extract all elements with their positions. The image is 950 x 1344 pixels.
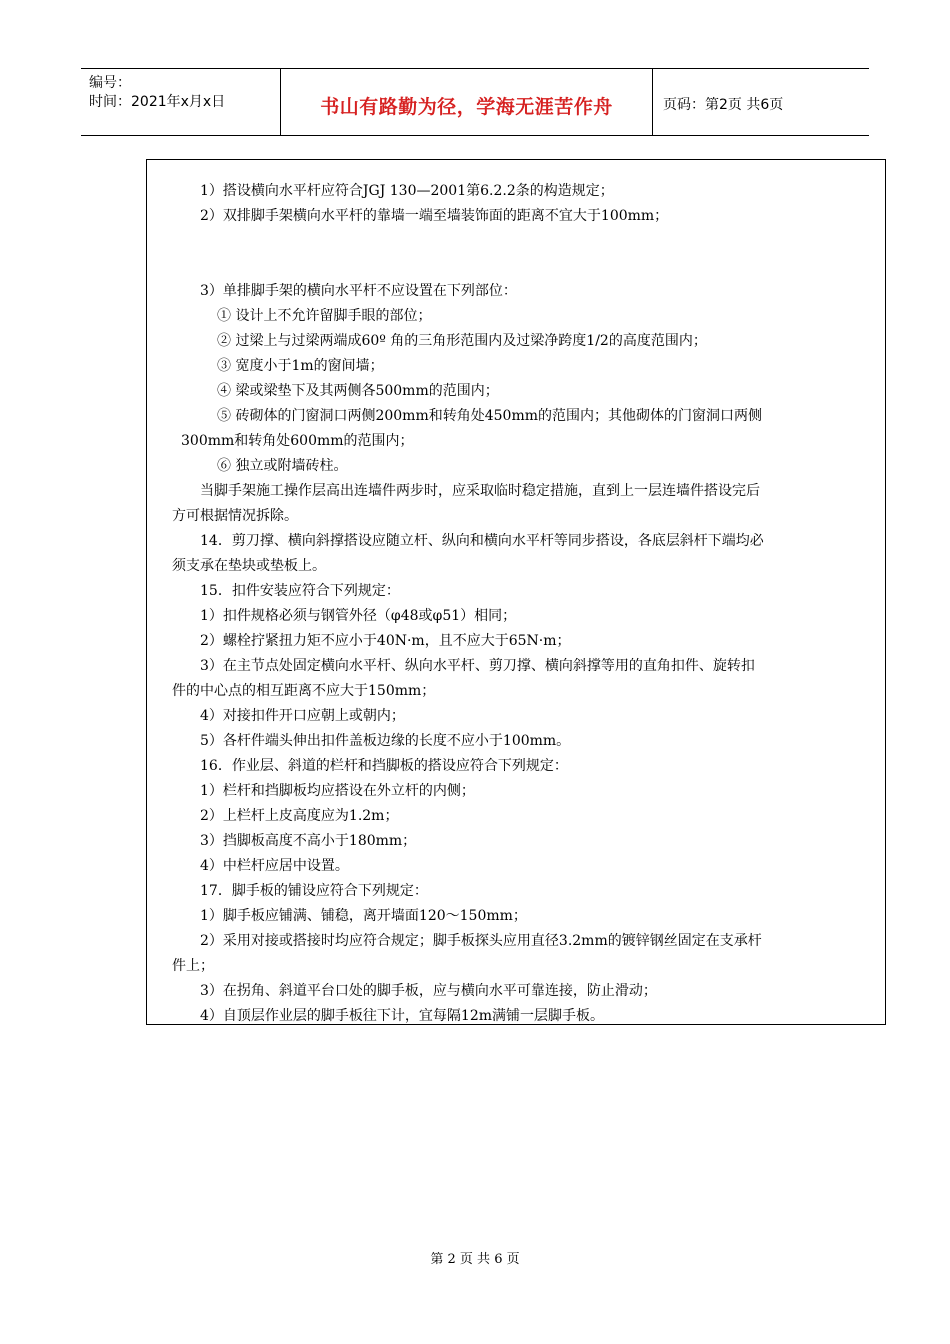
content-line: ① 设计上不允许留脚手眼的部位；	[217, 308, 432, 324]
content-line: 3）在拐角、斜道平台口处的脚手板，应与横向水平可靠连接，防止滑动；	[200, 983, 657, 999]
header-info-cell	[81, 69, 281, 135]
content-line: 3）在主节点处固定横向水平杆、纵向水平杆、剪刀撑、横向斜撑等用的直角扣件、旋转扣	[200, 658, 755, 674]
content-line: 1）脚手板应铺满、铺稳，离开墙面120～150mm；	[200, 908, 527, 924]
content-line: 17．脚手板的铺设应符合下列规定：	[200, 883, 428, 899]
content-line: ⑥ 独立或附墙砖柱。	[217, 458, 348, 474]
content-line: 须支承在垫块或垫板上。	[172, 558, 326, 574]
content-box	[146, 159, 886, 1025]
content-line: 2）双排脚手架横向水平杆的靠墙一端至墙装饰面的距离不宜大于100mm；	[200, 208, 669, 224]
content-line: 1）搭设横向水平杆应符合JGJ 130—2001第6.2.2条的构造规定；	[200, 183, 614, 199]
content-line: 方可根据情况拆除。	[172, 508, 298, 524]
content-line: 300mm和转角处600mm的范围内；	[181, 433, 414, 449]
content-line: ② 过梁上与过梁两端成60º 角的三角形范围内及过梁净跨度1/2的高度范围内；	[217, 333, 707, 349]
header-page-cell	[653, 69, 869, 135]
content-line: 件的中心点的相互距离不应大于150mm；	[172, 683, 436, 699]
content-line: ⑤ 砖砌体的门窗洞口两侧200mm和转角处450mm的范围内；其他砌体的门窗洞口两侧	[217, 408, 762, 424]
content-line: 件上；	[172, 958, 214, 974]
header-motto: 书山有路勤为径，学海无涯苦作舟	[320, 96, 613, 118]
content-line: 3）单排脚手架的横向水平杆不应设置在下列部位：	[200, 283, 517, 299]
content-line: 3）挡脚板高度不高小于180mm；	[200, 833, 417, 849]
content-line: 2）上栏杆上皮高度应为1.2m；	[200, 808, 399, 824]
document-time-label: 时间：2021年x月x日	[89, 94, 226, 110]
content-line: 14．剪刀撑、横向斜撑搭设应随立杆、纵向和横向水平杆等同步搭设，各底层斜杆下端均必	[200, 533, 764, 549]
header-motto-cell	[281, 69, 653, 135]
content-line: 当脚手架施工操作层高出连墙件两步时，应采取临时稳定措施，直到上一层连墙件搭设完后	[200, 483, 760, 499]
content-line: 5）各杆件端头伸出扣件盖板边缘的长度不应小于100mm。	[200, 733, 571, 749]
document-number-label: 编号：	[89, 75, 131, 91]
content-line: 15．扣件安装应符合下列规定：	[200, 583, 400, 599]
content-line: 16．作业层、斜道的栏杆和挡脚板的搭设应符合下列规定：	[200, 758, 568, 774]
content-line: ④ 梁或梁垫下及其两侧各500mm的范围内；	[217, 383, 499, 399]
content-line: 2）采用对接或搭接时均应符合规定；脚手板探头应用直径3.2mm的镀锌钢丝固定在支承杆	[200, 933, 762, 949]
content-line: ③ 宽度小于1m的窗间墙；	[217, 358, 384, 374]
content-line: 1）扣件规格必须与钢管外径（φ48或φ51）相同；	[200, 608, 517, 624]
content-line: 4）自顶层作业层的脚手板往下计，宜每隔12m满铺一层脚手板。	[200, 1008, 604, 1024]
content-line: 4）对接扣件开口应朝上或朝内；	[200, 708, 405, 724]
content-line: 2）螺栓拧紧扭力矩不应小于40N·m，且不应大于65N·m；	[200, 633, 571, 649]
header-page-number: 页码：第2页 共6页	[663, 97, 784, 113]
content-line: 4）中栏杆应居中设置。	[200, 858, 349, 874]
page-header	[81, 68, 869, 136]
page-footer: 第 2 页 共 6 页	[430, 1252, 520, 1267]
content-line: 1）栏杆和挡脚板均应搭设在外立杆的内侧；	[200, 783, 475, 799]
